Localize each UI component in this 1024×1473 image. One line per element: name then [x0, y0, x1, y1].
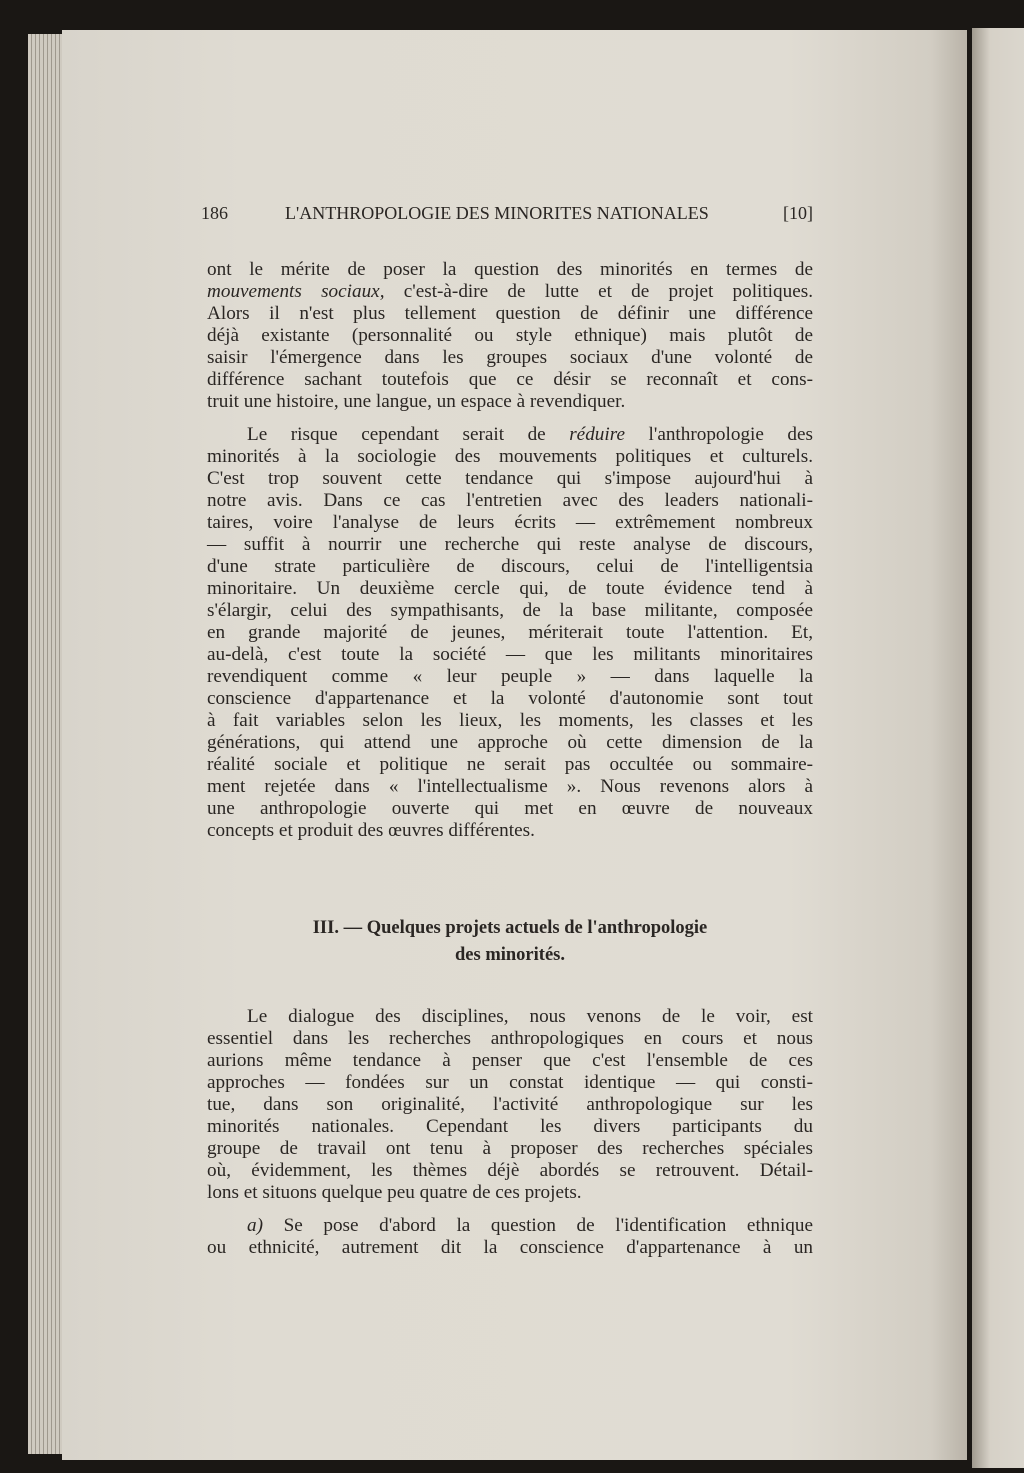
text-line: ou ethnicité, autrement dit la conscience d'appartenance à un [207, 1237, 813, 1258]
text-line: au-delà, c'est toute la société — que les militants minoritaires [207, 644, 813, 665]
text-line: groupe de travail ont tenu à proposer des recherches spéciales [207, 1138, 813, 1159]
italic-text: mouvements sociaux, [207, 281, 385, 302]
text-segment: c'est-à-dire de lutte et de projet politiques. [384, 281, 813, 302]
text-line: ont le mérite de poser la question des minorités en termes de [207, 259, 813, 280]
text-line: en grande majorité de jeunes, mériterait toute l'attention. Et, [207, 622, 813, 643]
text-line: essentiel dans les recherches anthropologiques en cours et nous [207, 1028, 813, 1049]
body-text-bottom [207, 1006, 813, 1259]
running-title: L'ANTHROPOLOGIE DES MINORITES NATIONALES [285, 203, 709, 223]
section-reference: [10] [783, 203, 813, 223]
text-line: revendiquent comme « leur peuple » — dans laquelle la [207, 666, 813, 687]
paragraph [207, 259, 813, 413]
text-line: saisir l'émergence dans les groupes sociaux d'une volonté de [207, 347, 813, 368]
text-line: une anthropologie ouverte qui met en œuvre de nouveaux [207, 798, 813, 819]
section-heading-line-2: des minorités. [455, 945, 565, 965]
italic-text: a) [247, 1215, 263, 1236]
text-line: aurions même tendance à penser que c'est l'ensemble de ces [207, 1050, 813, 1071]
text-line: — suffit à nourrir une recherche qui reste analyse de discours, [207, 534, 813, 555]
text-line: Alors il n'est plus tellement question de définir une différence [207, 303, 813, 324]
text-line: taires, voire l'analyse de leurs écrits — extrêmement nombreux [207, 512, 813, 533]
text-line: truit une histoire, une langue, un espace à revendiquer. [207, 391, 626, 412]
text-line: s'élargir, celui des sympathisants, de la base militante, composée [207, 600, 813, 621]
text-line: approches — fondées sur un constat identique — qui consti- [207, 1072, 813, 1093]
text-segment: l'anthropologie des [625, 424, 813, 445]
text-line [207, 424, 813, 446]
italic-text: réduire [569, 424, 625, 445]
text-line: lons et situons quelque peu quatre de ces projets. [207, 1182, 582, 1203]
text-line: générations, qui attend une approche où cette dimension de la [207, 732, 813, 753]
facing-page [972, 28, 1024, 1468]
paragraph [207, 1215, 813, 1259]
text-line: à fait variables selon les lieux, les moments, les classes et les [207, 710, 813, 731]
text-line [207, 281, 813, 303]
paragraph [207, 1006, 813, 1204]
text-line: conscience d'appartenance et la volonté d'autonomie sont tout [207, 688, 813, 709]
text-line: minorités nationales. Cependant les divers participants du [207, 1116, 813, 1137]
text-line: d'une strate particulière de discours, celui de l'intelligentsia [207, 556, 813, 577]
text-line: Le dialogue des disciplines, nous venons de le voir, est [247, 1006, 813, 1027]
section-heading-line-1: III. — Quelques projets actuels de l'anthropologie [312, 918, 708, 938]
paragraph [207, 424, 813, 842]
text-segment: Le risque cependant serait de [247, 424, 570, 445]
text-segment: Se pose d'abord la question de l'identification ethnique [262, 1215, 813, 1236]
text-line: C'est trop souvent cette tendance qui s'impose aujourd'hui à [207, 468, 813, 489]
page-number: 186 [201, 203, 228, 223]
section-heading [207, 915, 813, 969]
text-line: minorités à la sociologie des mouvements politiques et culturels. [207, 446, 813, 467]
text-line: concepts et produit des œuvres différentes. [207, 820, 535, 841]
text-line: notre avis. Dans ce cas l'entretien avec des leaders nationali- [207, 490, 813, 511]
body-text-top [207, 259, 813, 842]
text-line: où, évidemment, les thèmes déjè abordés se retrouvent. Détail- [207, 1160, 813, 1181]
text-line: réalité sociale et politique ne serait pas occultée ou sommaire- [207, 754, 813, 775]
running-header [201, 203, 813, 227]
text-line: tue, dans son originalité, l'activité anthropologique sur les [207, 1094, 813, 1115]
text-line: différence sachant toutefois que ce désir se reconnaît et cons- [207, 369, 813, 390]
text-line: minoritaire. Un deuxième cercle qui, de toute évidence tend à [207, 578, 813, 599]
text-line: ment rejetée dans « l'intellectualisme ». Nous revenons alors à [207, 776, 813, 797]
text-line [207, 1215, 813, 1237]
text-line: déjà existante (personnalité ou style ethnique) mais plutôt de [207, 325, 813, 346]
